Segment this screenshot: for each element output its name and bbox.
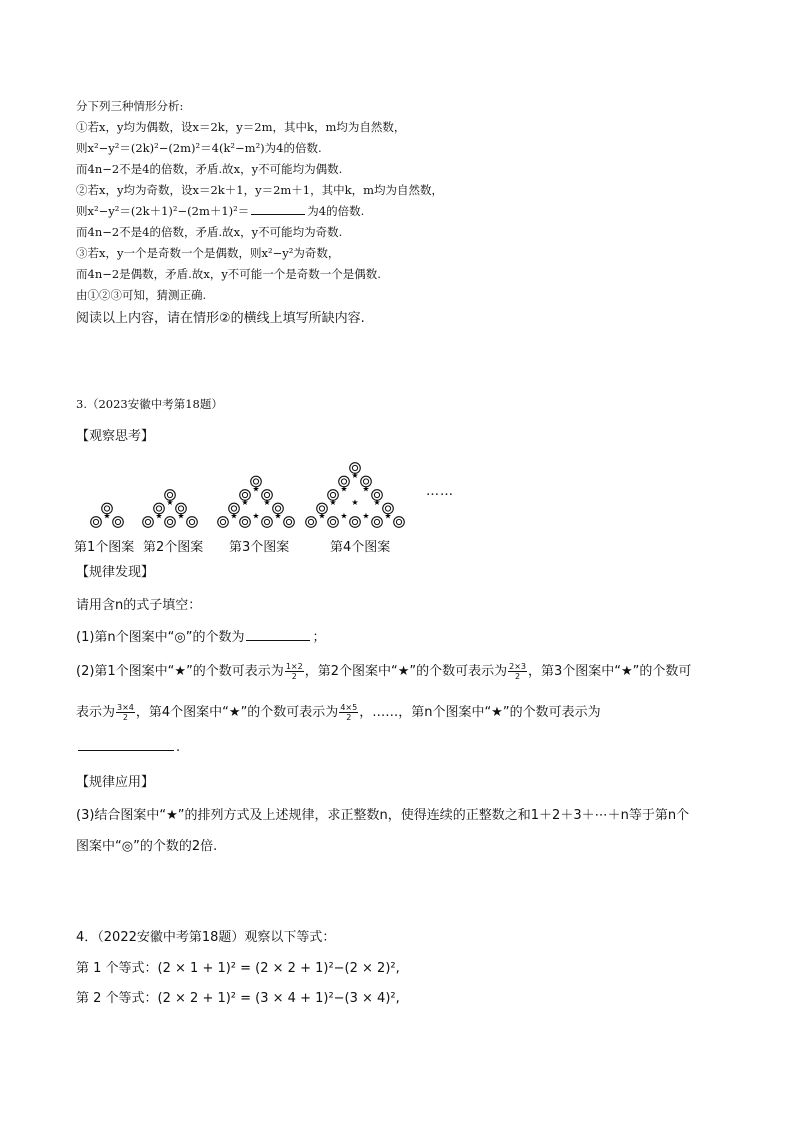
q3-part2-line1 bbox=[76, 660, 691, 681]
caption-pattern-1: 第1个图案 bbox=[74, 540, 135, 555]
pattern-1-circle bbox=[91, 517, 102, 528]
q3-rule-heading: 【规律发现】 bbox=[76, 565, 155, 580]
intro-line-2: ①若x，y均为偶数，设x＝2k，y＝2m，其中k，m均为自然数， bbox=[76, 120, 406, 134]
pattern-4-star: ★ bbox=[362, 511, 370, 521]
q3-apply-heading: 【规律应用】 bbox=[76, 775, 155, 790]
pattern-3-star: ★ bbox=[263, 497, 271, 507]
intro-line-6 bbox=[76, 201, 364, 222]
pattern-2-circle bbox=[165, 517, 176, 528]
intro-line-11: 阅读以上内容，请在情形②的横线上填写所缺内容. bbox=[76, 311, 365, 326]
pattern-3-star: ★ bbox=[252, 484, 260, 494]
fraction-3-num: 3×4 bbox=[117, 703, 134, 712]
caption-pattern-2: 第2个图案 bbox=[143, 540, 204, 555]
fraction-2-num: 2×3 bbox=[509, 662, 526, 671]
q3-part3-line2: 图案中“◎”的个数的2倍. bbox=[76, 839, 218, 854]
intro-line-1: 分下列三种情形分析: bbox=[76, 99, 184, 113]
fill-blank-case2[interactable] bbox=[251, 202, 305, 215]
q3-part2-text-d: 表示为 bbox=[76, 705, 116, 720]
q3-part1-text: (1)第n个图案中“◎”的个数为 bbox=[76, 630, 245, 645]
pattern-2-circle bbox=[143, 517, 154, 528]
q4-equation-2: 第 2 个等式：(2 × 2 + 1)² = (3 × 4 + 1)²−(3 × 4)², bbox=[76, 991, 400, 1006]
pattern-3-circle bbox=[240, 517, 251, 528]
intro-line-7: 而4n−2不是4的倍数，矛盾.故x，y不可能均为奇数. bbox=[76, 225, 343, 239]
q3-part2-text-c: ，第3个图案中“★”的个数可 bbox=[528, 664, 692, 679]
pattern-1-circle bbox=[113, 517, 124, 528]
intro-line-6-tail: 为4的倍数. bbox=[307, 204, 365, 218]
q3-observe-heading: 【观察思考】 bbox=[76, 429, 155, 444]
fraction-4-num: 4×5 bbox=[340, 703, 358, 712]
pattern-3-star: ★ bbox=[252, 511, 260, 521]
q3-title: 3.（2023安徽中考第18题） bbox=[76, 397, 223, 411]
pattern-4-star: ★ bbox=[384, 511, 392, 521]
fill-blank-part1[interactable] bbox=[246, 628, 310, 641]
q4-equation-1: 第 1 个等式：(2 × 1 + 1)² = (2 × 2 + 1)²−(2 × 2)², bbox=[76, 961, 400, 976]
pattern-3-star: ★ bbox=[230, 511, 238, 521]
pattern-4-circle bbox=[328, 517, 339, 528]
q3-part2-end: . bbox=[176, 740, 181, 755]
pattern-4-star: ★ bbox=[329, 497, 337, 507]
pattern-3-circle bbox=[284, 517, 295, 528]
pattern-2-circle bbox=[187, 517, 198, 528]
pattern-4-star: ★ bbox=[351, 497, 359, 507]
pattern-2-star: ★ bbox=[177, 511, 185, 521]
fraction-2 bbox=[508, 662, 527, 681]
intro-line-4: 而4n−2不是4的倍数，矛盾.故x，y不可能均为偶数. bbox=[76, 162, 343, 176]
pattern-3-star: ★ bbox=[274, 511, 282, 521]
pattern-2-star: ★ bbox=[166, 497, 174, 507]
pattern-4-star: ★ bbox=[351, 470, 359, 480]
intro-line-8: ③若x，y一个是奇数一个是偶数，则x²−y²为奇数， bbox=[76, 246, 340, 260]
q3-instruction: 请用含n的式子填空： bbox=[76, 598, 202, 613]
intro-line-3: 则x²−y²＝(2k)²−(2m)²＝4(k²−m²)为4的倍数. bbox=[76, 141, 322, 155]
q3-part2-line3 bbox=[76, 738, 180, 755]
fraction-3 bbox=[116, 703, 135, 722]
intro-line-9: 而4n−2是偶数，矛盾.故x，y不可能一个是奇数一个是偶数. bbox=[76, 267, 381, 281]
q3-part3-line1: (3)结合图案中“★”的排列方式及上述规律，求正整数n，使得连续的正整数之和1＋2＋3＋⋯＋n等于第n个 bbox=[76, 808, 690, 823]
caption-pattern-3: 第3个图案 bbox=[229, 540, 290, 555]
q3-part2-text-b: ，第2个图案中“★”的个数可表示为 bbox=[304, 664, 508, 679]
pattern-3-circle bbox=[262, 517, 273, 528]
pattern-3-circle bbox=[218, 517, 229, 528]
q3-part1-end: ； bbox=[312, 630, 326, 645]
q3-part1 bbox=[76, 626, 325, 645]
fill-blank-part2[interactable] bbox=[78, 738, 174, 751]
pattern-4-star: ★ bbox=[318, 511, 326, 521]
pattern-4-star: ★ bbox=[373, 497, 381, 507]
fraction-3-den: 2 bbox=[122, 713, 128, 722]
pattern-4-circle bbox=[394, 517, 405, 528]
pattern-4-circle bbox=[350, 517, 361, 528]
fraction-1-num: 1×2 bbox=[285, 662, 303, 671]
pattern-1-star: ★ bbox=[103, 511, 111, 521]
fraction-1 bbox=[285, 662, 304, 681]
pattern-4-circle bbox=[372, 517, 383, 528]
pattern-3-star: ★ bbox=[241, 497, 249, 507]
fraction-4-den: 2 bbox=[346, 713, 352, 722]
intro-line-6-text: 则x²−y²＝(2k＋1)²−(2m＋1)²＝ bbox=[76, 204, 250, 218]
caption-pattern-4: 第4个图案 bbox=[330, 540, 391, 555]
q4-title: 4．（2022安徽中考第18题）观察以下等式： bbox=[76, 930, 336, 945]
intro-line-10: 由①②③可知，猜测正确. bbox=[76, 288, 207, 302]
fraction-1-den: 2 bbox=[291, 672, 297, 681]
q3-part2-line2 bbox=[76, 701, 601, 722]
q3-part2-text-a: (2)第1个图案中“★”的个数可表示为 bbox=[76, 664, 284, 679]
q3-part2-text-f: ，……，第n个图案中“★”的个数可表示为 bbox=[359, 705, 601, 720]
pattern-4-star: ★ bbox=[340, 511, 348, 521]
pattern-4-star: ★ bbox=[362, 484, 370, 494]
pattern-4-star: ★ bbox=[340, 484, 348, 494]
fraction-2-den: 2 bbox=[515, 672, 521, 681]
q3-part2-text-e: ，第4个图案中“★”的个数可表示为 bbox=[135, 705, 339, 720]
pattern-ellipsis: …… bbox=[426, 484, 454, 499]
pattern-2-star: ★ bbox=[155, 511, 163, 521]
intro-line-5: ②若x，y均为奇数，设x＝2k＋1，y＝2m＋1，其中k，m均为自然数， bbox=[76, 183, 443, 197]
pattern-4-circle bbox=[306, 517, 317, 528]
fraction-4 bbox=[339, 703, 358, 722]
